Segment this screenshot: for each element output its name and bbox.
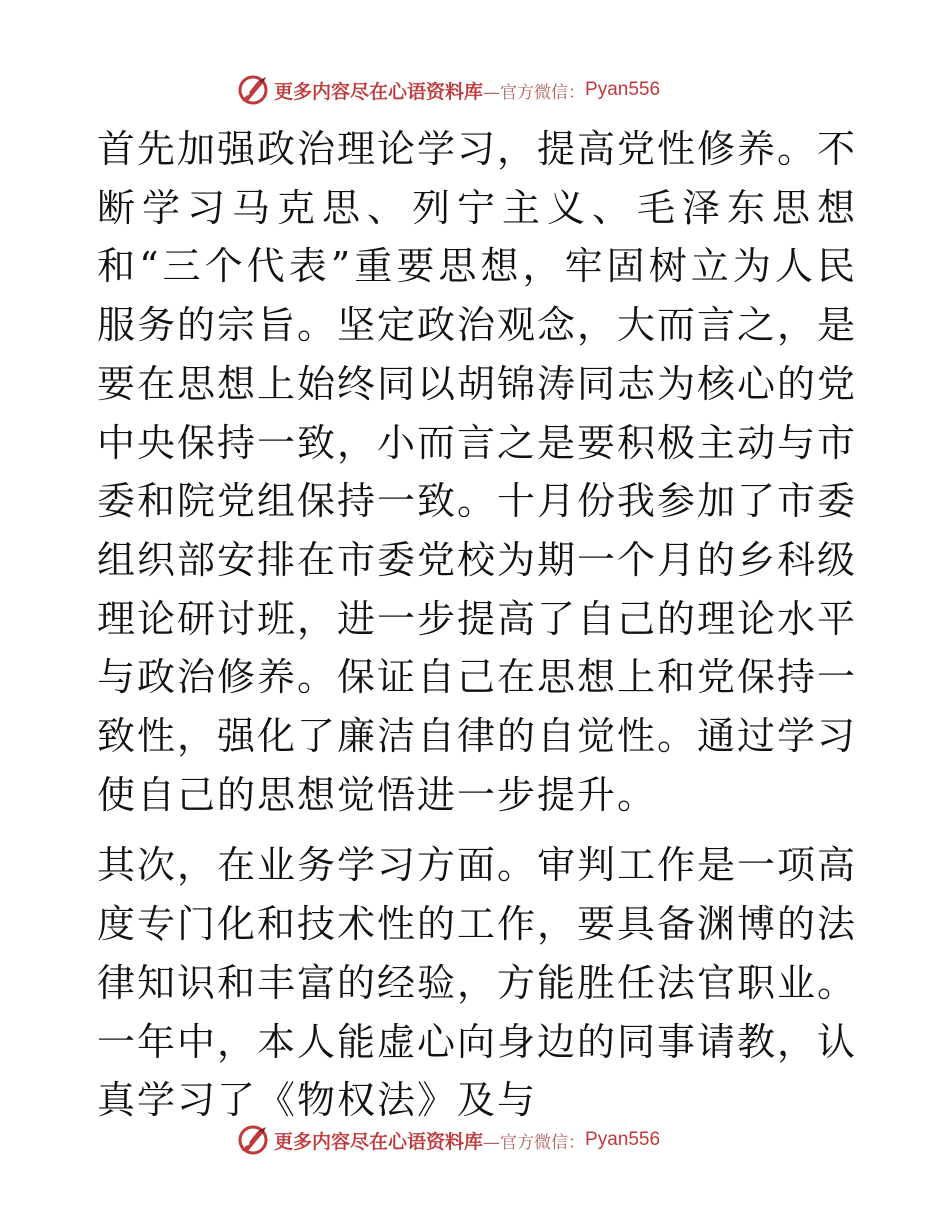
watermark-wechat-id: Pyan556 xyxy=(585,79,661,100)
document-body xyxy=(97,120,857,1130)
quill-logo-icon xyxy=(236,1123,270,1157)
watermark-wechat-id: Pyan556 xyxy=(585,1129,661,1150)
paragraph-political-study: 首先加强政治理论学习，提高党性修养。不断学习马克思、列宁主义、毛泽东思想和“三个代表”重要思想，牢固树立为人民服务的宗旨。坚定政治观念，大而言之，是要在思想上始终同以胡锦涛同志为核心的党中央保持一致，小而言之是要积极主动与市委和院党组保持一致。十月份我参加了市委组织部安排在市委党校为期一个月的乡科级理论研讨班，进一步提高了自己的理论水平与政治修养。保证自己在思想上和党保持一致性，强化了廉洁自律的自觉性。通过学习使自己的思想觉悟进一步提升。 xyxy=(97,127,858,817)
watermark-separator: —官方微信： xyxy=(483,1132,586,1153)
watermark-separator: —官方微信： xyxy=(483,82,586,103)
watermark-brand: 更多内容尽在心语资料库 xyxy=(274,80,484,103)
quill-logo-icon xyxy=(236,73,270,107)
watermark-brand: 更多内容尽在心语资料库 xyxy=(274,1130,484,1153)
header-watermark xyxy=(236,72,660,108)
footer-watermark xyxy=(236,1122,660,1158)
paragraph-professional-study: 其次，在业务学习方面。审判工作是一项高度专门化和技术性的工作，要具备渊博的法律知识和丰富的经验，方能胜任法官职业。一年中，本人能虚心向身边的同事请教，认真学习了《物权法》及与 xyxy=(97,843,858,1123)
